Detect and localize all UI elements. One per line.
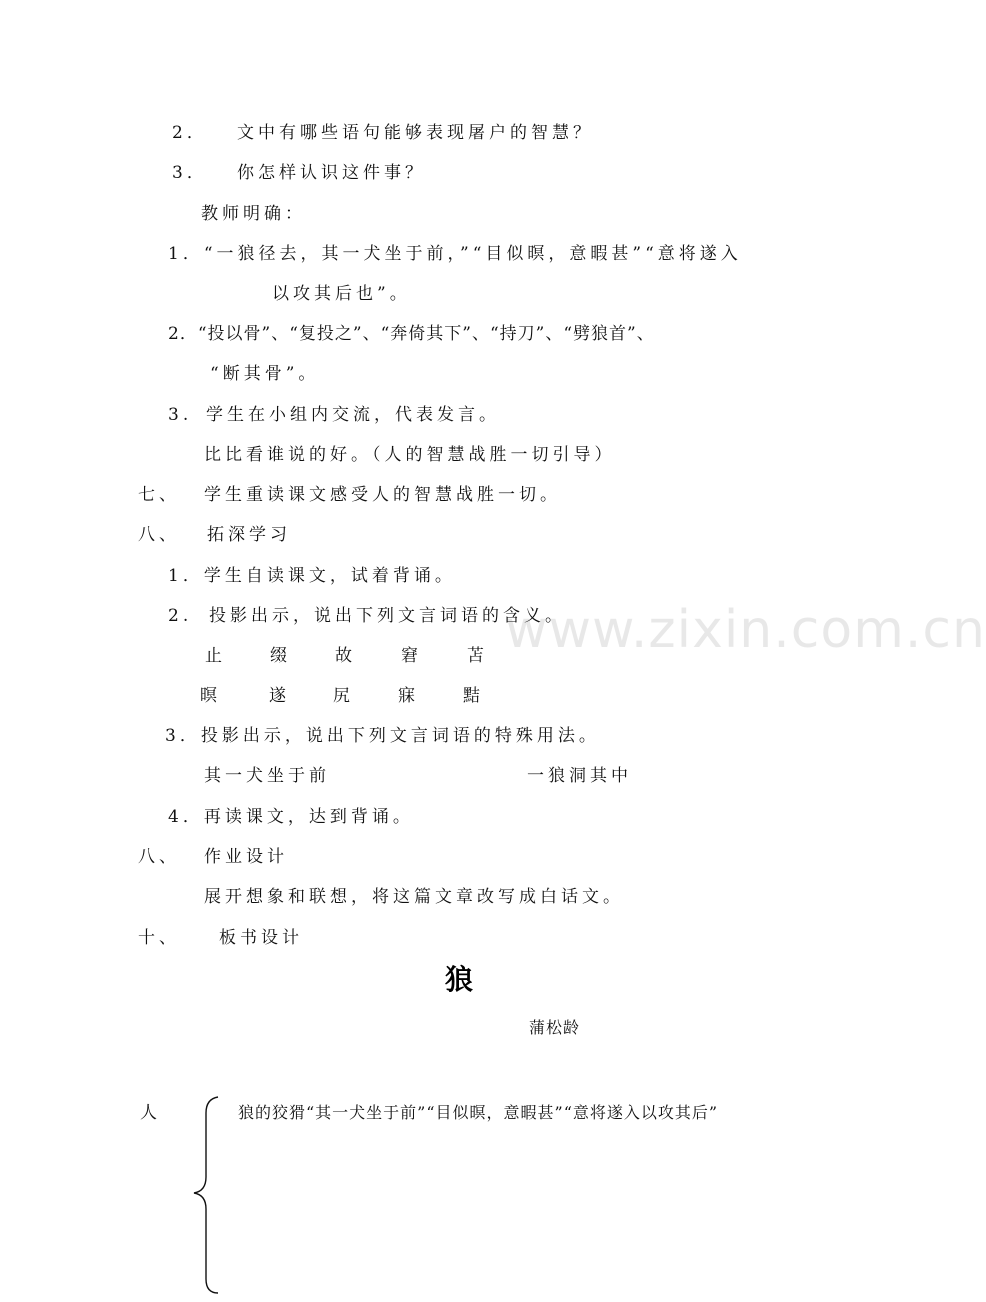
answer-3-text: 学生在小组内交流，代表发言。 — [206, 405, 500, 425]
answer-2-line-2: “断其骨”。 — [210, 364, 320, 384]
exercise-1: 1．学生自读课文，试着背诵。 — [168, 566, 456, 586]
answer-3-number: 3. — [168, 405, 193, 425]
exercise-2-number: 2. — [168, 606, 193, 626]
vocab-word: 故 — [335, 646, 356, 666]
vocab-word: 止 — [205, 646, 226, 666]
question-3-number: 3． — [172, 163, 208, 183]
curly-brace-icon — [190, 1095, 230, 1295]
homework-text: 展开想象和联想，将这篇文章改写成白话文。 — [204, 887, 624, 907]
section-7-number: 七、 — [138, 485, 180, 505]
question-2-text: 文中有哪些语句能够表现屠户的智慧？ — [237, 123, 594, 143]
question-3-text: 你怎样认识这件事？ — [237, 163, 426, 183]
section-10-title: 板书设计 — [219, 928, 303, 948]
teacher-clarify-heading: 教师明确： — [201, 204, 306, 224]
usage-example-right: 一狼洞其中 — [527, 766, 632, 786]
answer-2-line-1: 2．“投以骨”、“复投之”、“奔倚其下”、“持刀”、“劈狼首”、 — [168, 324, 655, 344]
vocab-word: 苫 — [467, 646, 488, 666]
vocab-word: 遂 — [269, 686, 290, 706]
board-author: 蒲松龄 — [529, 1018, 581, 1037]
vocab-word: 寐 — [398, 686, 419, 706]
watermark: www.zixin.com.cn — [505, 600, 986, 660]
vocab-word: 暝 — [200, 686, 221, 706]
board-line-1: 狼的狡猾“其一犬坐于前”“目似暝，意暇甚”“意将遂入以攻其后” — [238, 1103, 719, 1122]
section-8-number: 八、 — [138, 525, 180, 545]
exercise-3: 3．投影出示，说出下列文言词语的特殊用法。 — [165, 726, 600, 746]
answer-1-line-1: 1．“一狼径去，其一犬坐于前，”“目似暝，意暇甚”“意将遂入 — [168, 244, 742, 264]
usage-example-left: 其一犬坐于前 — [204, 766, 330, 786]
exercise-4: 4．再读课文，达到背诵。 — [168, 807, 414, 827]
answer-1-line-2: 以攻其后也”。 — [272, 284, 411, 304]
exercise-2-text: 投影出示，说出下列文言词语的含义。 — [209, 606, 566, 626]
board-title: 狼 — [445, 963, 474, 996]
vocab-word: 窘 — [401, 646, 422, 666]
section-7-text: 学生重读课文感受人的智慧战胜一切。 — [204, 485, 561, 505]
section-9-number: 八、 — [138, 847, 180, 867]
section-9-title: 作业设计 — [204, 847, 288, 867]
board-person-label: 人 — [140, 1103, 161, 1123]
vocab-word: 黠 — [463, 686, 484, 706]
vocab-word: 缀 — [270, 646, 291, 666]
vocab-word: 尻 — [333, 686, 354, 706]
question-2-number: 2． — [172, 123, 208, 143]
compare-guide: 比比看谁说的好。（人的智慧战胜一切引导） — [204, 445, 616, 465]
section-8-title: 拓深学习 — [207, 525, 291, 545]
section-10-number: 十、 — [138, 928, 180, 948]
